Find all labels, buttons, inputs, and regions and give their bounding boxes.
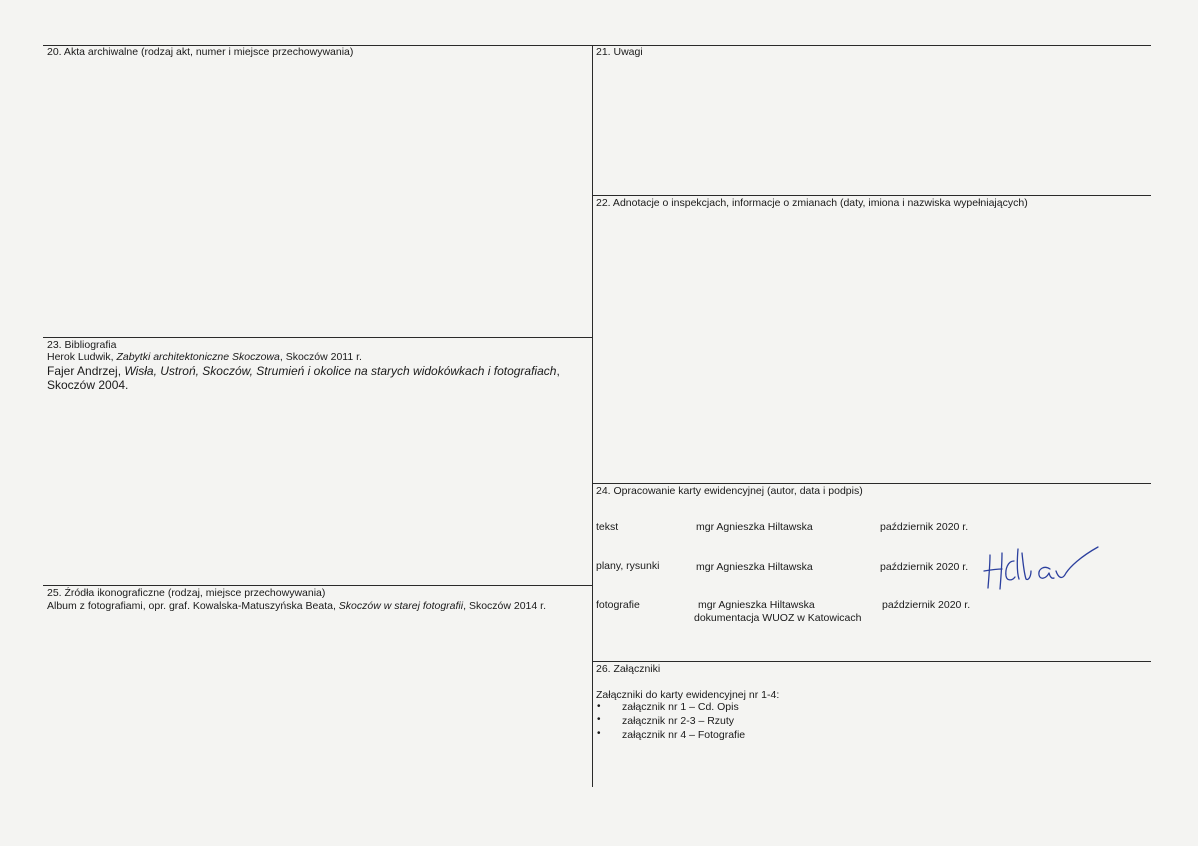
icon-entry-suffix: , Skoczów 2014 r. — [463, 600, 546, 612]
section-26-title: 26. Załączniki — [596, 663, 661, 675]
divider-22 — [592, 195, 1151, 196]
divider-26 — [592, 661, 1151, 662]
attachment-item-1: załącznik nr 1 – Cd. Opis — [622, 701, 739, 713]
handwritten-signature — [982, 543, 1112, 593]
section-23-title: 23. Bibliografia — [47, 339, 117, 351]
bib1-author: Herok Ludwik, — [47, 351, 117, 363]
row-plany-date: październik 2020 r. — [880, 561, 969, 573]
row-plany-label: plany, rysunki — [596, 560, 660, 572]
bibliography-entry-1 — [47, 351, 362, 363]
row-tekst-author: mgr Agnieszka Hiltawska — [696, 521, 813, 533]
row-tekst-label: tekst — [596, 521, 619, 533]
bibliography-entry-2-line2: Skoczów 2004. — [47, 378, 129, 392]
bullet-1: • — [597, 701, 601, 712]
section-25-title: 25. Źródła ikonograficzne (rodzaj, miejsce przechowywania) — [47, 587, 326, 599]
bib1-suffix: , Skoczów 2011 r. — [279, 351, 362, 363]
row-fotografie-date: październik 2020 r. — [882, 599, 971, 611]
divider-vertical — [592, 45, 593, 787]
section-24-title: 24. Opracowanie karty ewidencyjnej (autor, data i podpis) — [596, 485, 863, 497]
row-fotografie-author: mgr Agnieszka Hiltawska — [698, 599, 815, 611]
divider-25 — [43, 585, 592, 586]
icon-entry-author: Album z fotografiami, opr. graf. Kowalska-Matuszyńska Beata, — [47, 600, 339, 612]
divider-23 — [43, 337, 592, 338]
section-20-title: 20. Akta archiwalne (rodzaj akt, numer i miejsce przechowywania) — [47, 46, 354, 58]
row-fotografie-label: fotografie — [596, 599, 640, 611]
attachment-item-2: załącznik nr 2-3 – Rzuty — [622, 715, 735, 727]
row-plany-author: mgr Agnieszka Hiltawska — [696, 561, 813, 573]
row-tekst-date: październik 2020 r. — [880, 521, 969, 533]
row-fotografie-author2: dokumentacja WUOZ w Katowicach — [694, 612, 862, 624]
section-22-title: 22. Adnotacje o inspekcjach, informacje o zmianach (daty, imiona i nazwiska wypełniających) — [596, 197, 1028, 209]
icon-entry-title: Skoczów w starej fotografii — [338, 600, 464, 612]
iconography-entry — [47, 600, 546, 612]
attachments-intro: Załączniki do karty ewidencyjnej nr 1-4: — [596, 689, 780, 701]
bib1-title: Zabytki architektoniczne Skoczowa — [116, 351, 280, 363]
bullet-2: • — [597, 714, 601, 725]
bibliography-entry-2 — [47, 364, 560, 378]
bib2-suffix: , — [556, 364, 560, 378]
attachment-item-3: załącznik nr 4 – Fotografie — [622, 729, 746, 741]
bullet-3: • — [597, 728, 601, 739]
bib2-author: Fajer Andrzej, — [47, 364, 125, 378]
bib2-title: Wisła, Ustroń, Skoczów, Strumień i okolice na starych widokówkach i fotografiach — [124, 364, 557, 378]
section-21-title: 21. Uwagi — [596, 46, 643, 58]
divider-24 — [592, 483, 1151, 484]
